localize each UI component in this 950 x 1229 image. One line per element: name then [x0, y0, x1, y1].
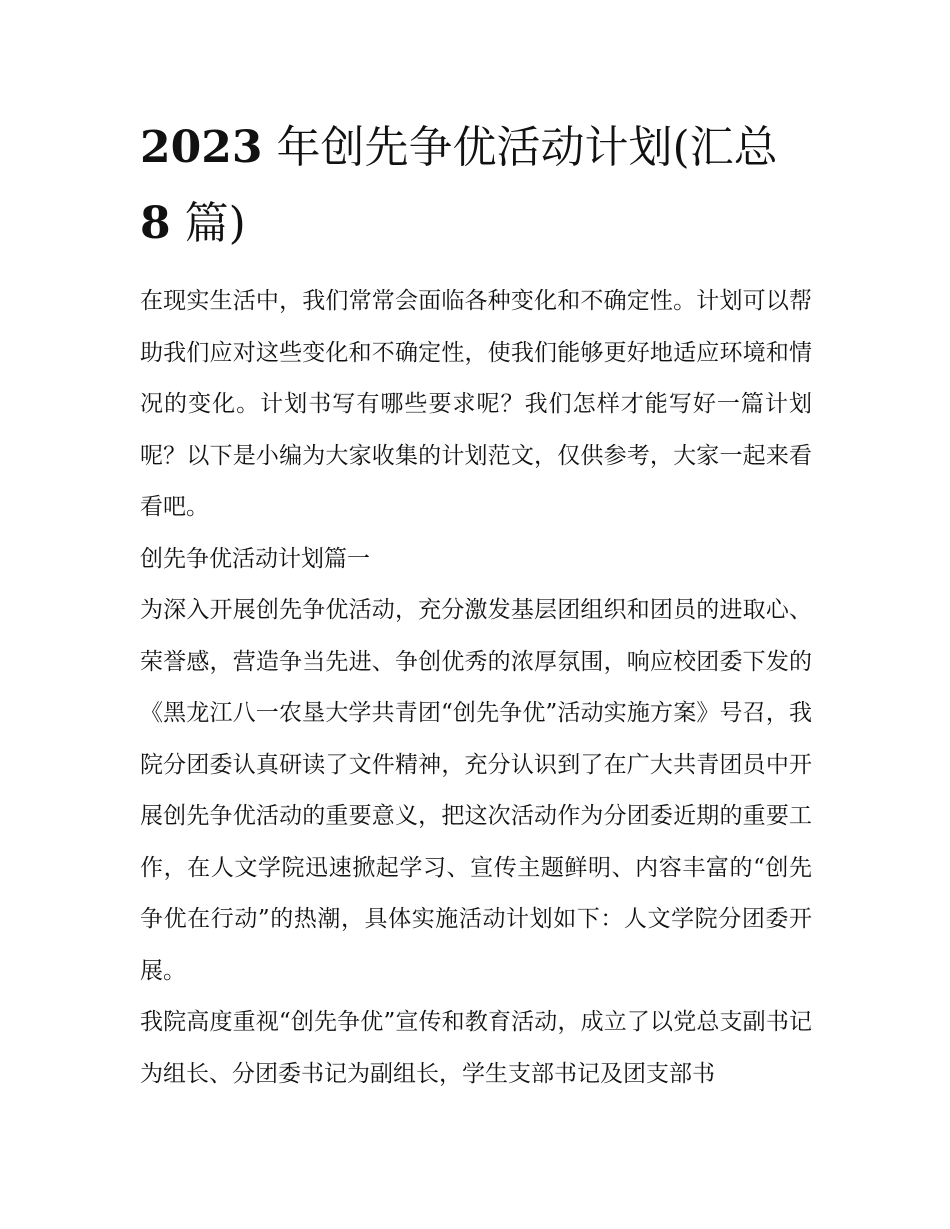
section-heading: 创先争优活动计划篇一	[140, 545, 370, 572]
body-paragraph-1: 为深入开展创先争优活动，充分激发基层团组织和团员的进取心、荣誉感，营造争当先进、争创优秀的浓厚氛围，响应校团委下发的《黑龙江八一农垦大学共青团“创先争优”活动实施方案》号召，我院分团委认真研读了文件精神，充分认识到了在广大共青团员中开展创先争优活动的重要意义，把这次活动作为分团委近期的重要工作，在人文学院迅速掀起学习、宣传主题鲜明、内容丰富的“创先争优在行动”的热潮，具体实施活动计划如下：人文学院分团委开展。	[140, 597, 812, 984]
document-title	[140, 110, 812, 262]
title-text: 年创先争优活动计划(汇总	[262, 122, 778, 173]
body-paragraph-2: 我院高度重视“创先争优”宣传和教育活动，成立了以党总支副书记为组长、分团委书记为副组长，学生支部书记及团支部书	[140, 1009, 812, 1087]
document-page	[140, 110, 812, 1100]
title-suffix: 篇)	[170, 198, 246, 249]
intro-paragraph: 在现实生活中，我们常常会面临各种变化和不确定性。计划可以帮助我们应对这些变化和不确定性，使我们能够更好地适应环境和情况的变化。计划书写有哪些要求呢？我们怎样才能写好一篇计划呢？以下是小编为大家收集的计划范文，仅供参考，大家一起来看看吧。	[140, 288, 812, 520]
title-year: 2023	[140, 122, 263, 173]
title-count: 8	[140, 198, 171, 249]
